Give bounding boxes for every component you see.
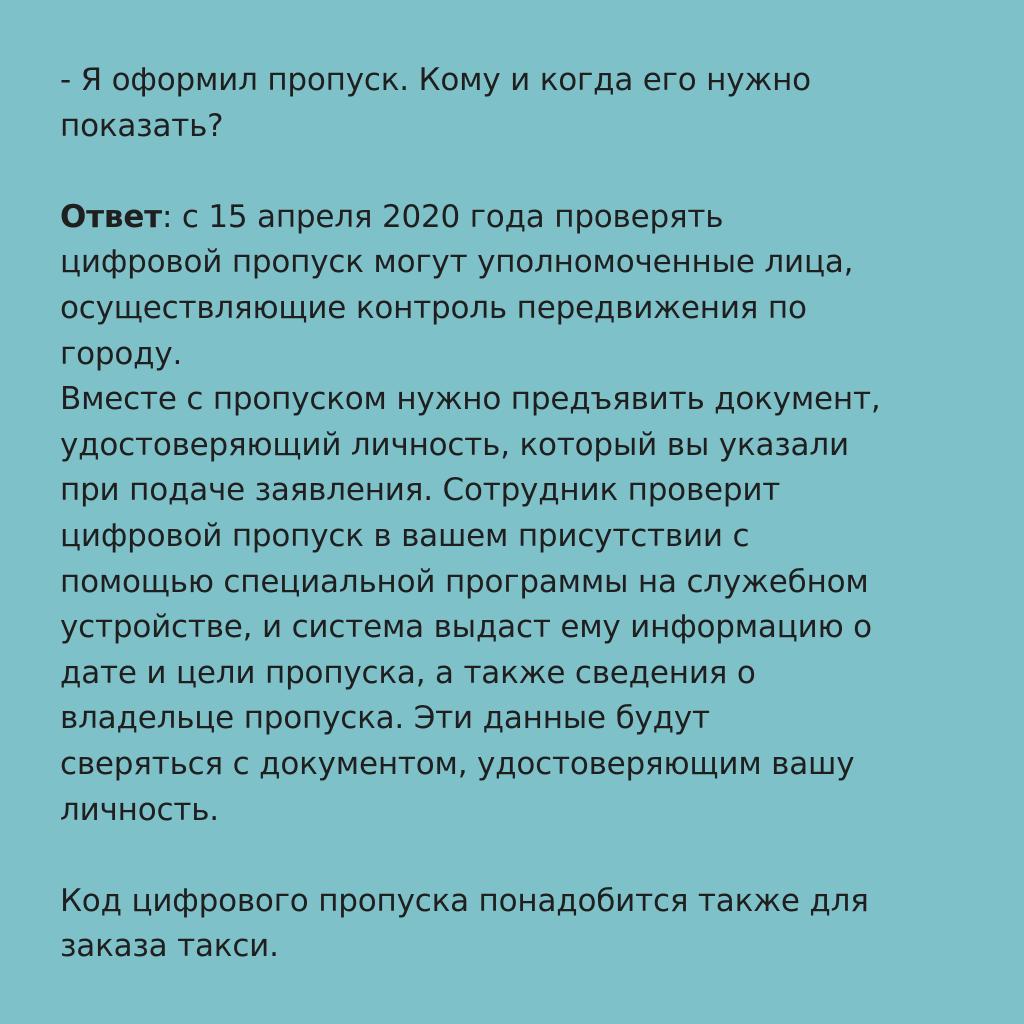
answer-line: помощью специальной программы на служебном bbox=[60, 563, 869, 600]
answer-line: дате и цели пропуска, а также сведения о bbox=[60, 654, 756, 691]
question-block bbox=[60, 58, 964, 149]
paragraph-gap bbox=[60, 149, 964, 195]
answer-line: удостоверяющий личность, который вы указали bbox=[60, 426, 849, 463]
answer-line: осуществляющие контроль передвижения по bbox=[60, 289, 807, 326]
answer-first-line bbox=[60, 195, 964, 241]
answer-line: городу. bbox=[60, 335, 183, 372]
answer-line: цифровой пропуск могут уполномоченные лица, bbox=[60, 244, 854, 281]
answer-line: устройстве, и система выдаст ему информацию о bbox=[60, 609, 872, 646]
answer-line: Вместе с пропуском нужно предъявить документ, bbox=[60, 381, 881, 418]
note-block bbox=[60, 879, 964, 970]
paragraph-gap bbox=[60, 833, 964, 879]
answer-block bbox=[60, 195, 964, 833]
answer-label: Ответ bbox=[60, 198, 162, 235]
note-line: заказа такси. bbox=[60, 928, 279, 965]
answer-line: цифровой пропуск в вашем присутствии с bbox=[60, 517, 750, 554]
answer-line: личность. bbox=[60, 791, 219, 828]
question-line: - Я оформил пропуск. Кому и когда его нужно bbox=[60, 62, 811, 98]
question-line: показать? bbox=[60, 107, 224, 144]
answer-line: сверяться с документом, удостоверяющим вашу bbox=[60, 745, 855, 782]
answer-line: владельце пропуска. Эти данные будут bbox=[60, 700, 710, 737]
answer-line: при подаче заявления. Сотрудник проверит bbox=[60, 472, 781, 509]
note-line: Код цифрового пропуска понадобится также для bbox=[60, 882, 869, 919]
answer-first-line-text: : с 15 апреля 2020 года проверять bbox=[161, 198, 724, 235]
